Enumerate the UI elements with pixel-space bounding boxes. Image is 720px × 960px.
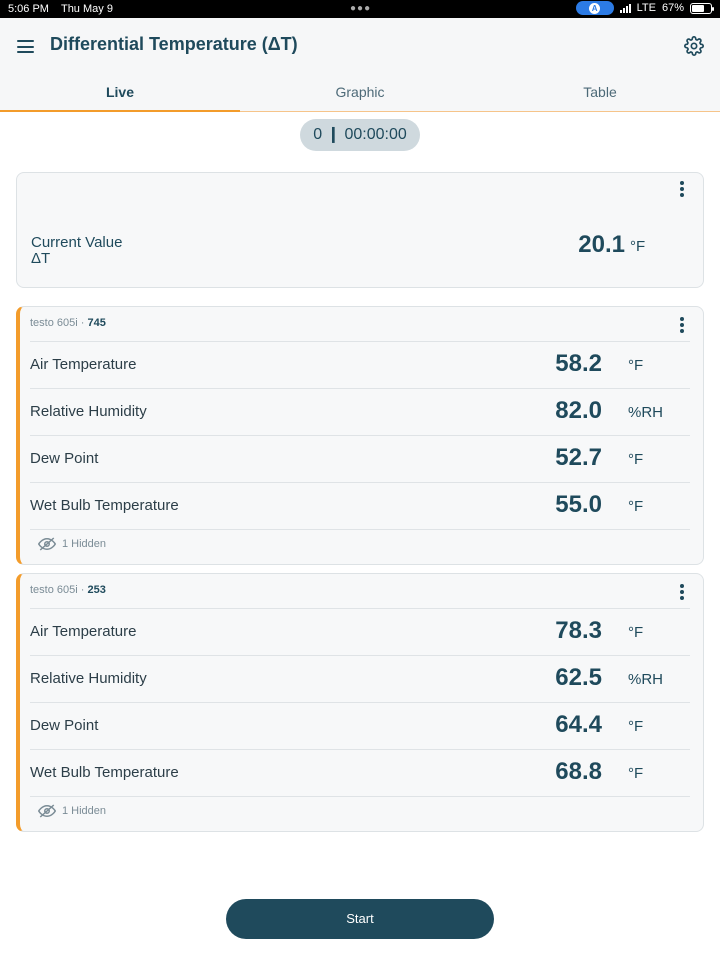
measurement-row (30, 608, 690, 655)
signal-icon (620, 3, 631, 13)
measurement-unit: °F (628, 451, 644, 468)
device-header: testo 605i · 745 (30, 317, 106, 329)
multitasking-dots-icon: ●●● (350, 3, 372, 14)
tab-live[interactable]: Live (0, 74, 240, 111)
device-card (16, 573, 704, 832)
measurement-unit: °F (628, 765, 644, 782)
measurement-value: 62.5 (555, 664, 602, 691)
measurement-label: Wet Bulb Temperature (30, 764, 179, 781)
hidden-values-toggle[interactable] (30, 529, 690, 559)
measurement-row (30, 388, 690, 435)
more-options-icon[interactable] (679, 584, 685, 600)
device-header: testo 605i · 253 (30, 584, 106, 596)
current-value-unit: °F (630, 238, 646, 255)
current-value: 20.1 (578, 231, 625, 258)
eye-off-icon (38, 804, 56, 818)
eye-off-icon (38, 537, 56, 551)
measurement-unit: °F (628, 718, 644, 735)
app-header (0, 18, 720, 74)
tab-graphic[interactable]: Graphic (335, 84, 385, 100)
measurement-label: Air Temperature (30, 623, 137, 640)
gear-icon[interactable] (684, 36, 704, 56)
network-label: LTE (636, 2, 656, 14)
hidden-values-toggle[interactable] (30, 796, 690, 826)
measurement-unit: °F (628, 498, 644, 515)
device-serial: 745 (87, 317, 106, 329)
measurement-label: Relative Humidity (30, 403, 147, 420)
device-serial: 253 (87, 584, 106, 596)
page-title: Differential Temperature (ΔT) (50, 34, 298, 54)
tab-bar (0, 74, 720, 112)
battery-percent: 67% (661, 2, 684, 14)
timer-time: 00:00:00 (344, 126, 407, 143)
measurement-value: 68.8 (555, 758, 602, 785)
measurement-row (30, 749, 690, 796)
measurement-value: 52.7 (555, 444, 602, 471)
measurement-row (30, 655, 690, 702)
measurement-row (30, 702, 690, 749)
measurement-unit: %RH (628, 404, 664, 421)
hamburger-menu-icon[interactable] (17, 40, 34, 53)
start-button[interactable]: Start (226, 899, 494, 939)
tab-table[interactable]: Table (583, 84, 617, 100)
more-options-icon[interactable] (679, 317, 685, 333)
device-model: testo 605i (30, 584, 78, 596)
device-card (16, 306, 704, 565)
status-date: Thu May 9 (60, 3, 113, 15)
hidden-count-label: 1 Hidden (62, 805, 107, 817)
measurement-unit: °F (628, 357, 644, 374)
delta-t-label: ΔT (31, 250, 51, 267)
measurement-unit: %RH (628, 671, 664, 688)
measurement-value: 55.0 (555, 491, 602, 518)
measurement-unit: °F (628, 624, 644, 641)
measurement-label: Relative Humidity (30, 670, 147, 687)
measurement-value: 78.3 (555, 617, 602, 644)
measurement-value: 82.0 (555, 397, 602, 424)
measurement-label: Dew Point (30, 717, 99, 734)
current-value-card (16, 172, 704, 288)
measurement-label: Wet Bulb Temperature (30, 497, 179, 514)
battery-icon (690, 3, 712, 14)
measurement-label: Dew Point (30, 450, 99, 467)
measurement-row (30, 341, 690, 388)
current-value-label: Current Value (31, 234, 123, 251)
measurement-timer: 0 ❙ 00:00:00 (300, 119, 420, 151)
measurement-value: 58.2 (555, 350, 602, 377)
device-model: testo 605i (30, 317, 78, 329)
status-time: 5:06 PM (8, 3, 49, 15)
measurement-row (30, 482, 690, 529)
status-bar (0, 0, 720, 18)
measurement-label: Air Temperature (30, 356, 137, 373)
measurement-value: 64.4 (555, 711, 602, 738)
measurement-row (30, 435, 690, 482)
timer-count: 0 (313, 126, 323, 143)
location-icon: A (576, 1, 614, 15)
hidden-count-label: 1 Hidden (62, 538, 107, 550)
more-options-icon[interactable] (679, 181, 685, 197)
